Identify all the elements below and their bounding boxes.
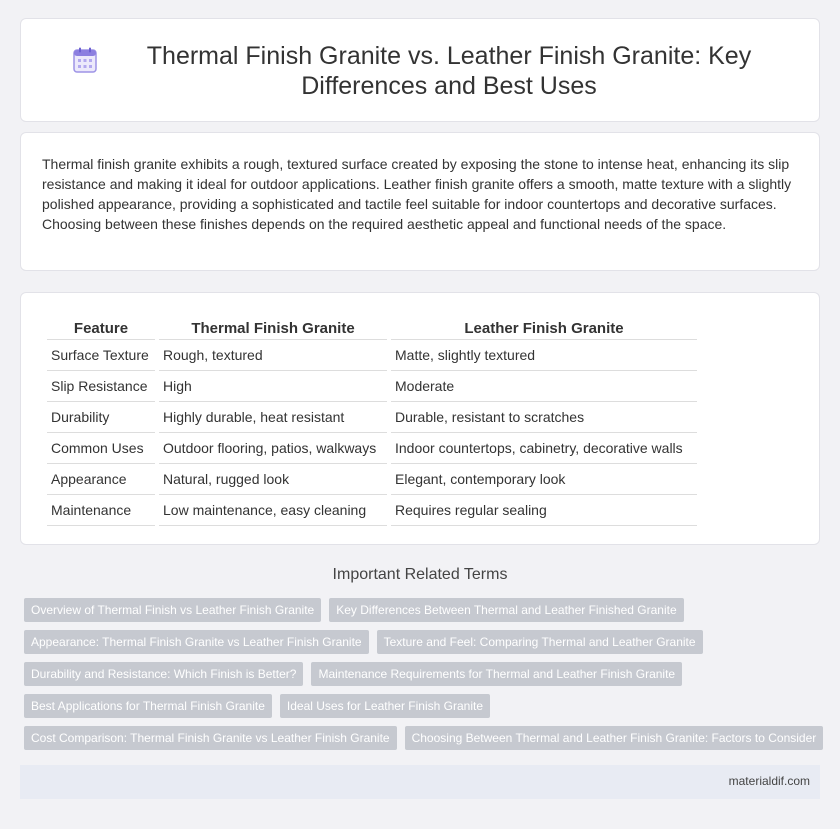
related-term-link[interactable]: Maintenance Requirements for Thermal and Leather Finish Granite: [311, 662, 682, 686]
related-term-link[interactable]: Appearance: Thermal Finish Granite vs Leather Finish Granite: [24, 630, 369, 654]
table-row: [47, 402, 697, 433]
comparison-table-card: [20, 292, 820, 545]
table-row: [47, 495, 697, 526]
cell-thermal: Outdoor flooring, patios, walkways: [159, 433, 387, 464]
intro-paragraph: Thermal finish granite exhibits a rough, textured surface created by exposing the stone to intense heat, enhancing its slip resistance and making it ideal for outdoor applications. Leather finish granite offers a smooth, matte texture with a slightly polished appearance, providing a sophisticated and tactile feel suitable for indoor countertops and decorative surfaces. Choosing between these finishes depends on the required aesthetic appeal and functional needs of the space.: [42, 156, 792, 232]
column-header-thermal: Thermal Finish Granite: [159, 316, 387, 340]
cell-feature: Appearance: [47, 464, 155, 495]
cell-leather: Indoor countertops, cabinetry, decorative walls: [391, 433, 697, 464]
column-header-feature: Feature: [47, 316, 155, 340]
calendar-grid-icon: [73, 47, 97, 73]
cell-feature: Common Uses: [47, 433, 155, 464]
cell-leather: Moderate: [391, 371, 697, 402]
related-term-link[interactable]: Cost Comparison: Thermal Finish Granite vs Leather Finish Granite: [24, 726, 397, 750]
related-terms-list: [24, 598, 820, 758]
cell-leather: Matte, slightly textured: [391, 340, 697, 371]
cell-leather: Elegant, contemporary look: [391, 464, 697, 495]
cell-feature: Slip Resistance: [47, 371, 155, 402]
related-term-link[interactable]: Ideal Uses for Leather Finish Granite: [280, 694, 490, 718]
related-term-link[interactable]: Texture and Feel: Comparing Thermal and Leather Granite: [377, 630, 703, 654]
related-term-link[interactable]: Best Applications for Thermal Finish Granite: [24, 694, 272, 718]
comparison-table: [43, 316, 701, 526]
related-terms-row: [24, 726, 820, 750]
related-terms-row: [24, 598, 820, 622]
page-title: Thermal Finish Granite vs. Leather Finish Granite: Key Differences and Best Uses: [146, 42, 752, 100]
related-term-link[interactable]: Choosing Between Thermal and Leather Finish Granite: Factors to Consider: [405, 726, 824, 750]
table-row: [47, 433, 697, 464]
footer-site: materialdif.com: [728, 774, 810, 788]
related-terms-row: [24, 694, 820, 718]
column-header-leather: Leather Finish Granite: [391, 316, 697, 340]
table-row: [47, 464, 697, 495]
related-term-link[interactable]: Overview of Thermal Finish vs Leather Finish Granite: [24, 598, 321, 622]
cell-leather: Durable, resistant to scratches: [391, 402, 697, 433]
cell-thermal: Rough, textured: [159, 340, 387, 371]
cell-feature: Durability: [47, 402, 155, 433]
cell-thermal: Natural, rugged look: [159, 464, 387, 495]
related-terms-row: [24, 630, 820, 654]
table-row: [47, 340, 697, 371]
table-header-row: [47, 316, 697, 340]
related-term-link[interactable]: Key Differences Between Thermal and Leather Finished Granite: [329, 598, 683, 622]
cell-thermal: Highly durable, heat resistant: [159, 402, 387, 433]
footer: [20, 765, 820, 799]
cell-feature: Surface Texture: [47, 340, 155, 371]
cell-thermal: Low maintenance, easy cleaning: [159, 495, 387, 526]
related-terms-row: [24, 662, 820, 686]
intro-card: [20, 132, 820, 271]
cell-feature: Maintenance: [47, 495, 155, 526]
header-card: [20, 18, 820, 122]
table-row: [47, 371, 697, 402]
cell-thermal: High: [159, 371, 387, 402]
related-term-link[interactable]: Durability and Resistance: Which Finish is Better?: [24, 662, 303, 686]
cell-leather: Requires regular sealing: [391, 495, 697, 526]
related-terms-title: Important Related Terms: [332, 566, 508, 583]
